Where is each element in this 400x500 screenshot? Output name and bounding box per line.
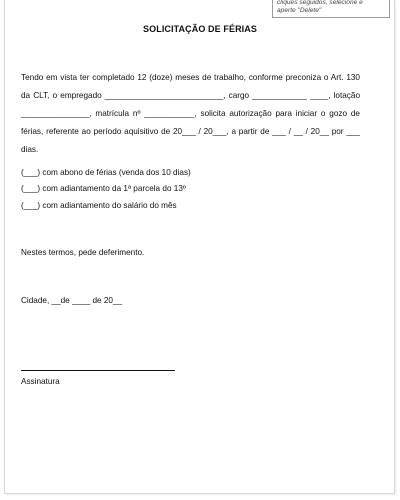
signature-line — [21, 370, 175, 371]
closing-statement: Nestes termos, pede deferimento. — [21, 248, 145, 257]
document-title: SOLICITAÇÃO DE FÉRIAS — [143, 24, 257, 34]
request-paragraph: Tendo em vista ter completado 12 (doze) meses de trabalho, conforme preconiza o Art. 130 da CLT, o empregado __________________________, cargo ____________ ____, lotação _______________, matrícula nº ___________, solicita autorização para iniciar o gozo de férias, referente ao período aquisitivo de 20___ / 20___, a partir de ___ / __ / 20__ por ___ dias. — [21, 73, 360, 154]
option-abono: (___) com abono de férias (venda dos 10 dias) — [21, 168, 191, 177]
instruction-callout — [272, 0, 390, 18]
callout-line-2: aperte "Delete" — [277, 7, 322, 14]
callout-line-1: cliques seguidos, selecione e — [277, 0, 363, 6]
signature-label: Assinatura — [21, 377, 60, 386]
option-13th-advance: (___) com adiantamento da 1ª parcela do 13º — [21, 184, 186, 193]
option-salary-advance: (___) com adiantamento do salário do mês — [21, 201, 177, 210]
place-and-date: Cidade, __de ____ de 20__ — [21, 296, 123, 305]
